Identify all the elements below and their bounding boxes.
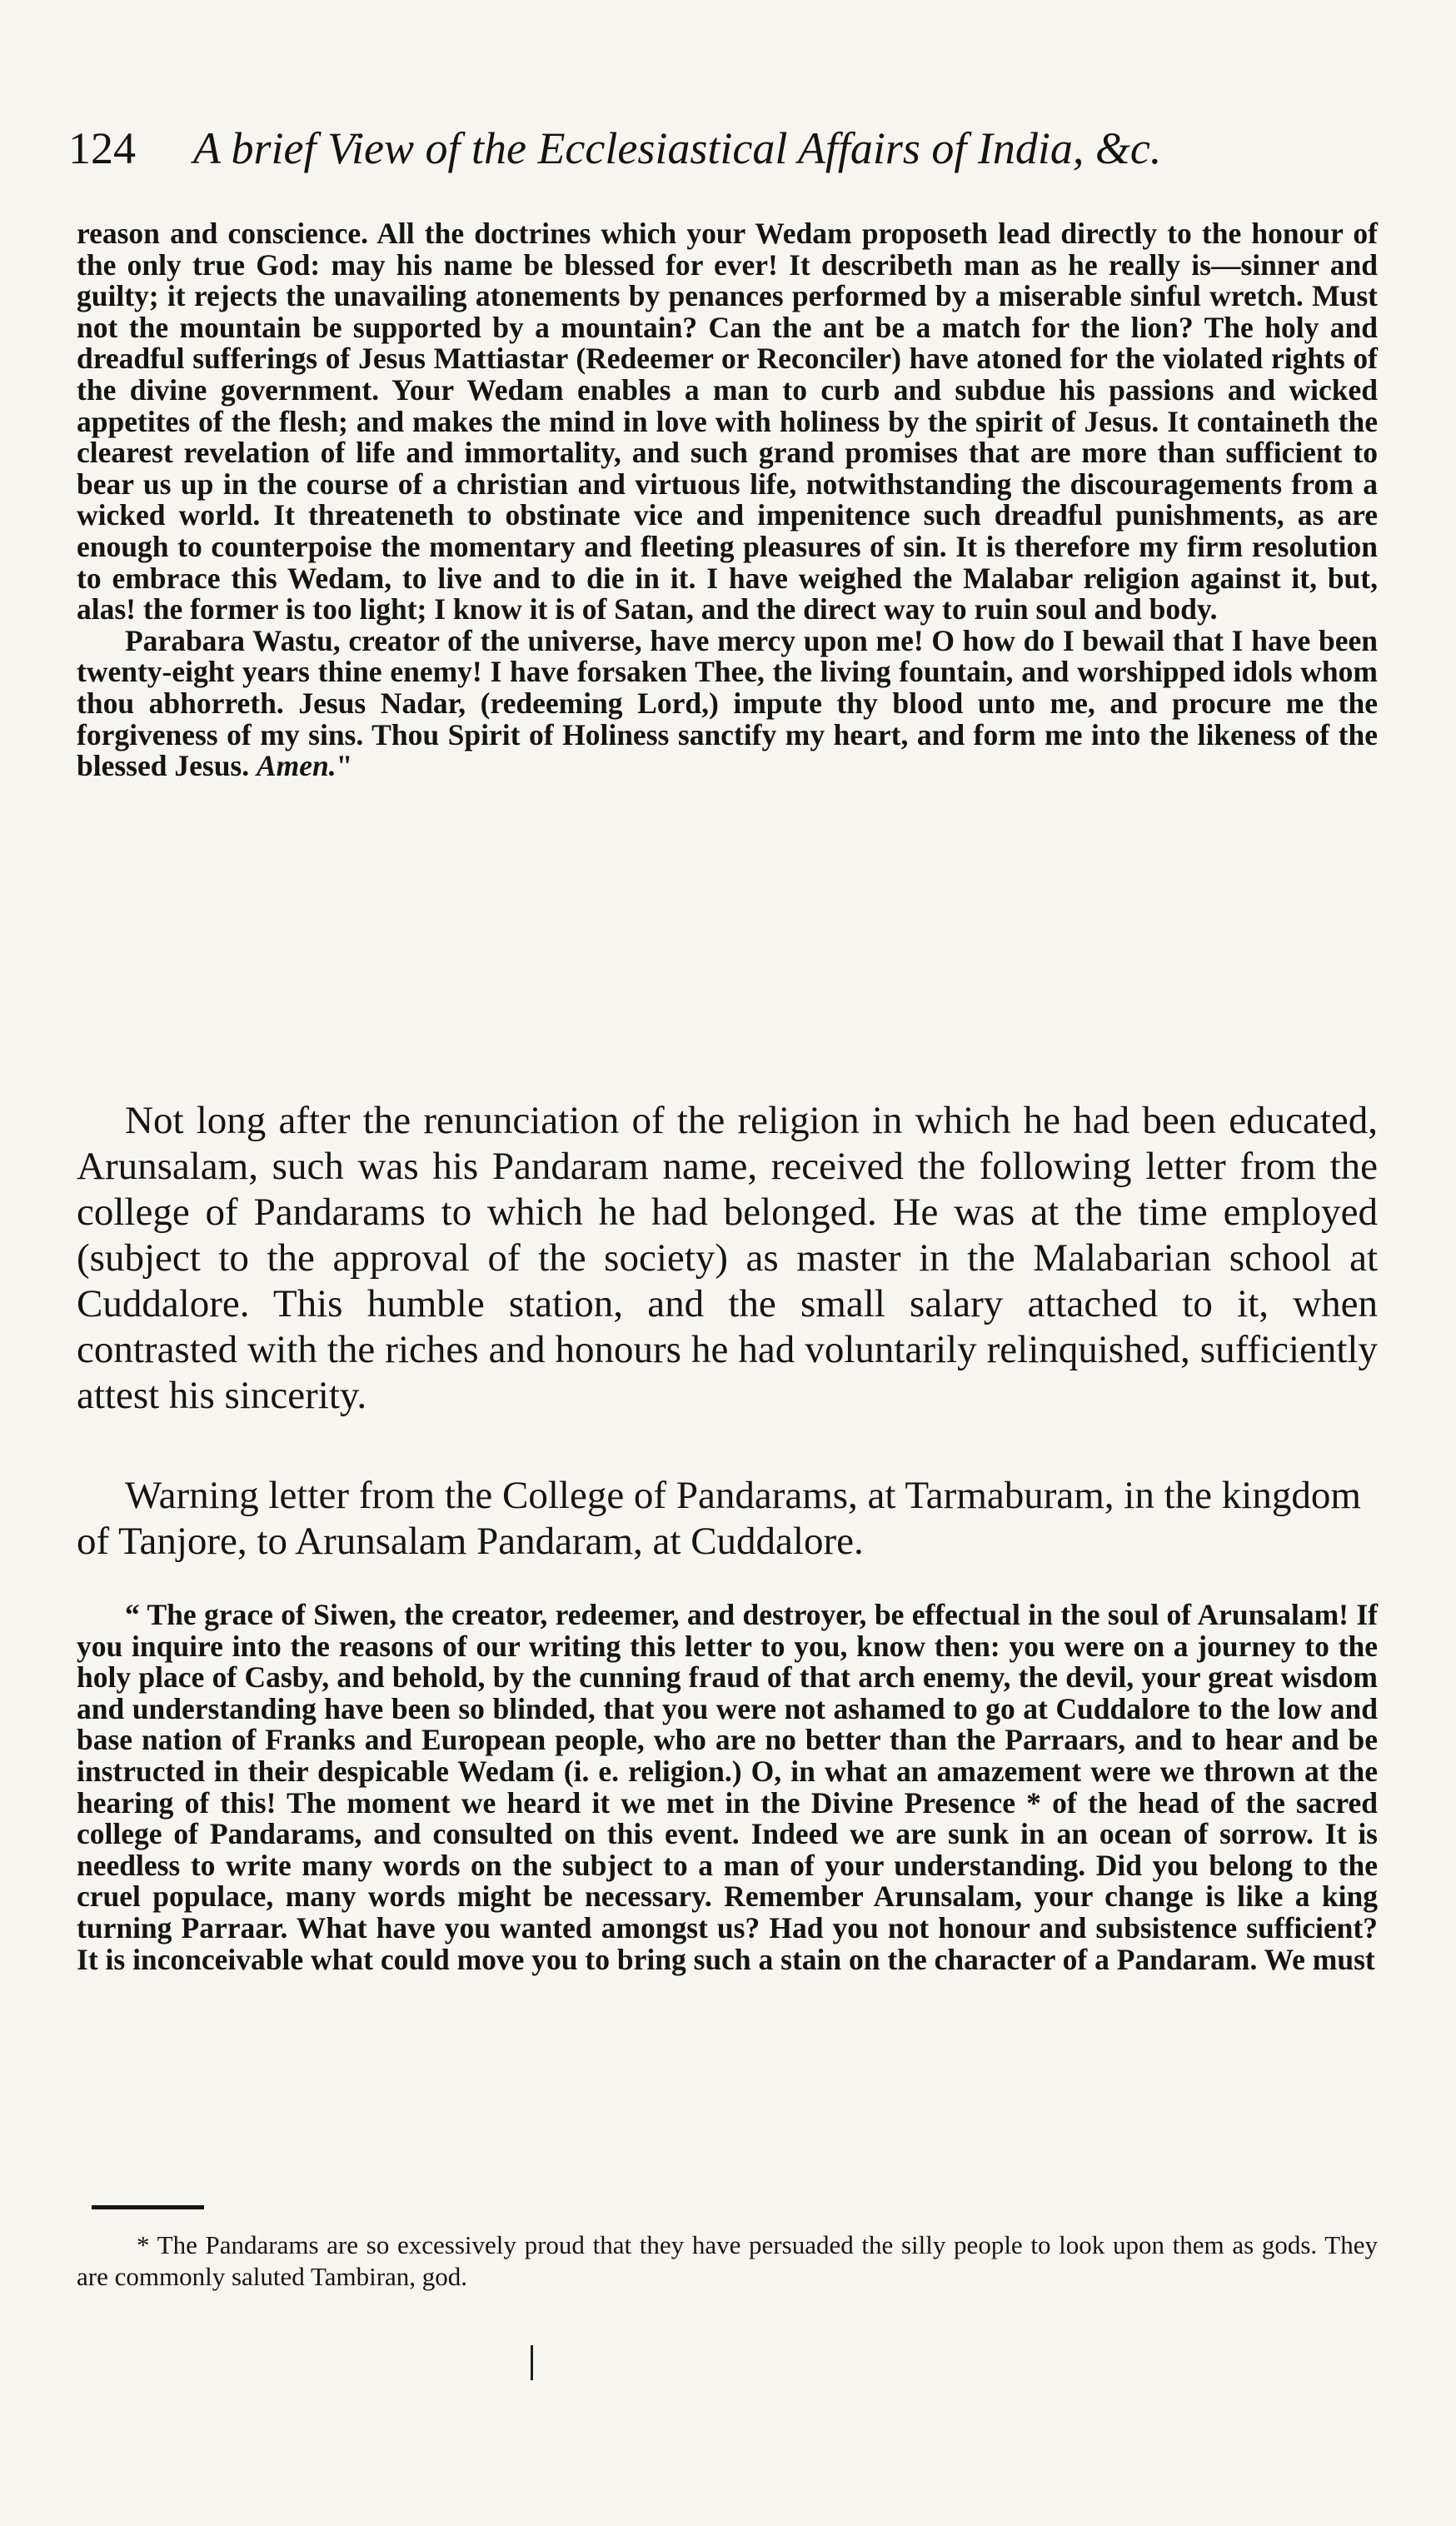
letter-quotation: [77, 1600, 1378, 1975]
page-number: 124: [68, 123, 136, 173]
letter-heading-block: [77, 1473, 1378, 1565]
amen-word: Amen.: [257, 749, 337, 783]
footnote-rule: [92, 2205, 204, 2209]
narrative-paragraph: [77, 1098, 1378, 1419]
closing-quote: ": [336, 749, 353, 783]
stray-mark: [531, 2345, 533, 2380]
footnote: [77, 2229, 1378, 2293]
body-paragraph: Not long after the renunciation of the religion in which he had been educated, Arunsalam, such was his Pandaram name, received the following letter from the college of Pandarams to which he had belonged. He was at the time employed (subject to the approval of the society) as master in the Malabarian school at Cuddalore. This humble station, and the small salary attached to it, when contrasted with the riches and honours he had voluntarily relinquished, sufficiently attest his sincerity.: [77, 1099, 1378, 1417]
prayer-quotation: [77, 218, 1378, 782]
prayer-paragraph-2: [77, 623, 1378, 783]
running-header: [68, 123, 1384, 173]
prayer-paragraph-2-text: Parabara Wastu, creator of the universe, have mercy upon me! O how do I bewail that I have been twenty-eight years thine enemy! I have forsaken Thee, the living fountain, and worshipped idols whom thou abhorreth. Jesus Nadar, (redeeming Lord,) impute thy blood unto me, and procure me the forgiveness of my sins. Thou Spirit of Holiness sanctify my heart, and form me into the likeness of the blessed Jesus.: [77, 623, 1378, 783]
footnote-text: * The Pandarams are so excessively proud that they have persuaded the silly people to look upon them as gods. They are commonly saluted Tambiran, god.: [77, 2230, 1378, 2291]
running-title: A brief View of the Ecclesiastical Affairs of India, &c.: [193, 123, 1162, 173]
letter-heading: Warning letter from the College of Pandarams, at Tarmaburam, in the kingdom of Tanjore, to Arunsalam Pandaram, at Cuddalore.: [77, 1474, 1361, 1563]
letter-text: “ The grace of Siwen, the creator, redeemer, and destroyer, be effectual in the soul of Arunsalam! If you inquire into the reasons of our writing this letter to you, know then: you were on a journey to the holy place of Casby, and behold, by the cunning fraud of that arch enemy, the devil, your great wisdom and understanding have been so blinded, that you were not ashamed to go at Cuddalore to the low and base nation of Franks and European people, who are no better than the Parraars, and to hear and be instructed in their despicable Wedam (i. e. religion.) O, in what an amazement were we thrown at the hearing of this! The moment we heard it we met in the Divine Presence * of the head of the sacred college of Pandarams, and consulted on this event. Indeed we are sunk in an ocean of sorrow. It is needless to write many words on the subject to a man of your understanding. Did you belong to the cruel populace, many words might be necessary. Remember Arunsalam, your change is like a king turning Parraar. What have you wanted amongst us? Had you not honour and subsistence sufficient? It is inconceivable what could move you to bring such a stain on the character of a Pandaram. We must: [77, 1598, 1378, 1976]
prayer-paragraph-1: reason and conscience. All the doctrines which your Wedam proposeth lead directly to the honour of the only true God: may his name be blessed for ever! It describeth man as he really is—sinner and guilty; it rejects the unavailing atonements by penances performed by a miserable sinful wretch. Must not the mountain be supported by a mountain? Can the ant be a match for the lion? The holy and dreadful sufferings of Jesus Mattiastar (Redeemer or Reconciler) have atoned for the violated rights of the divine government. Your Wedam enables a man to curb and subdue his passions and wicked appetites of the flesh; and makes the mind in love with holiness by the spirit of Jesus. It containeth the clearest revelation of life and immortality, and such grand promises that are more than sufficient to bear us up in the course of a christian and virtuous life, notwithstanding the discouragements from a wicked world. It threateneth to obstinate vice and impenitence such dreadful punishments, as are enough to counterpoise the momentary and fleeting pleasures of sin. It is therefore my firm resolution to embrace this Wedam, to live and to die in it. I have weighed the Malabar religion against it, but, alas! the former is too light; I know it is of Satan, and the direct way to ruin soul and body.: [77, 217, 1378, 627]
